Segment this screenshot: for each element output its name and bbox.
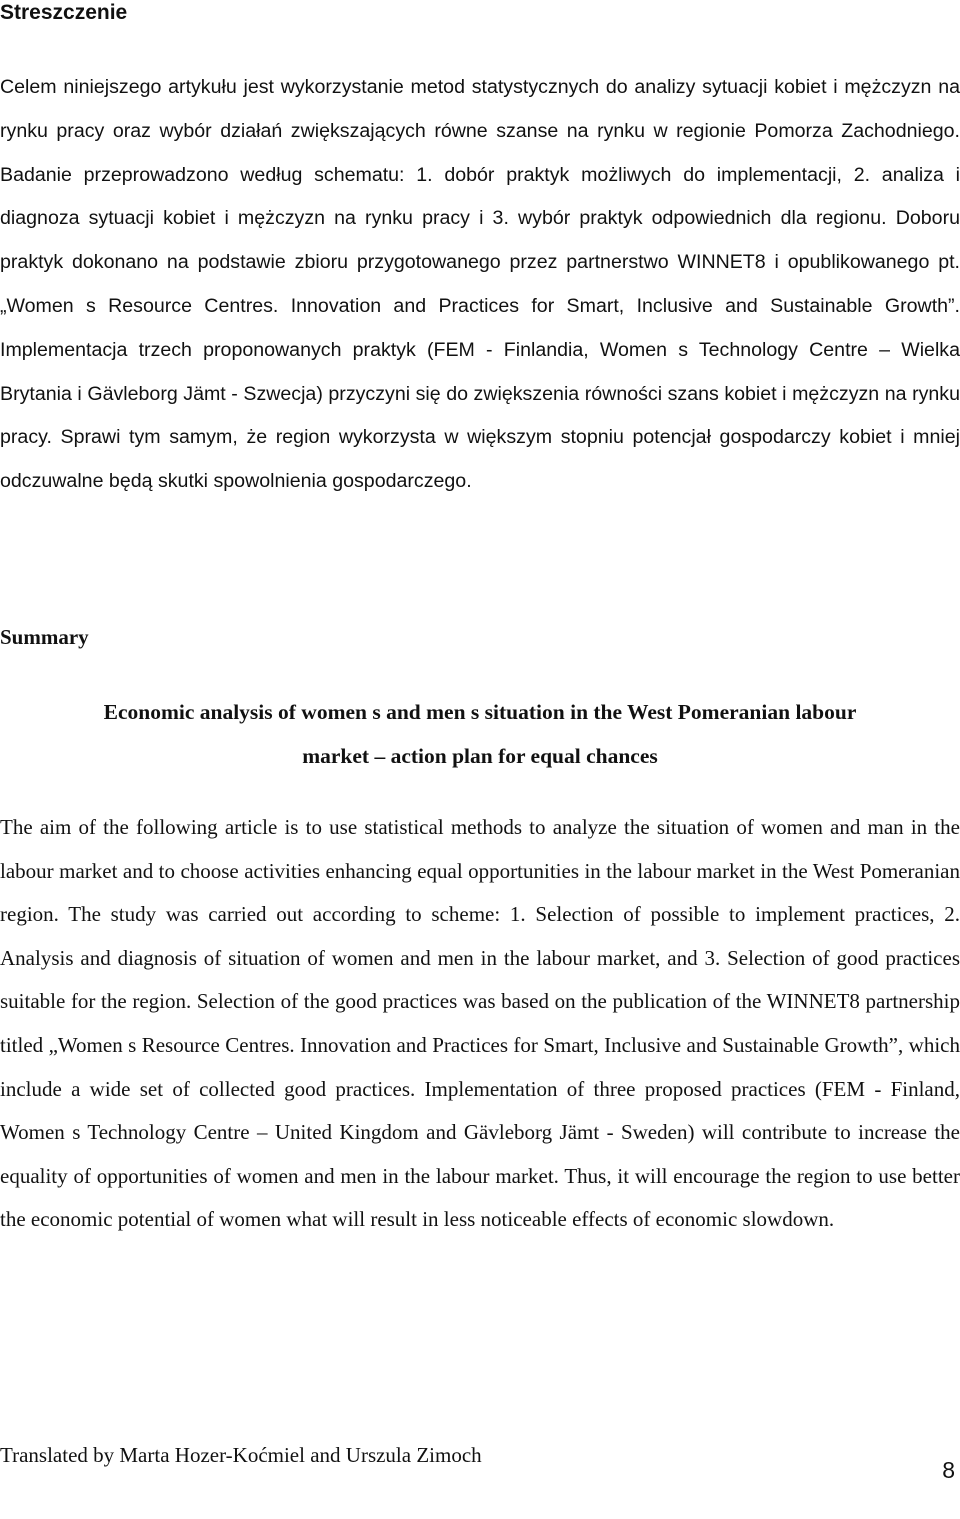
streszczenie-heading: Streszczenie: [0, 1, 128, 24]
polish-abstract-paragraph: Celem niniejszego artykułu jest wykorzystanie metod statystycznych do analizy sytuacji kobiet i mężczyzn na rynku pracy oraz wybór działań zwiększających równe szanse na rynku w regionie Pomorza Zachodniego. Badanie przeprowadzono według schematu: 1. dobór praktyk możliwych do implementacji, 2. analiza i diagnoza sytuacji kobiet i mężczyzn na rynku pracy i 3. wybór praktyk odpowiednich dla regionu. Doboru praktyk dokonano na podstawie zbioru przygotowanego przez partnerstwo WINNET8 i opublikowanego pt. „Women s Resource Centres. Innovation and Practices for Smart, Inclusive and Sustainable Growth”. Implementacja trzech proponowanych praktyk (FEM - Finlandia, Women s Technology Centre – Wielka Brytania i Gävleborg Jämt - Szwecja) przyczyni się do zwiększenia równości szans kobiet i mężczyzn na rynku pracy. Sprawi tym samym, że region wykorzysta w większym stopniu potencjał gospodarczy kobiet i mniej odczuwalne będą skutki spowolnienia gospodarczego.: [0, 76, 960, 493]
english-abstract-paragraph: The aim of the following article is to use statistical methods to analyze the situation of women and man in the labour market and to choose activities enhancing equal opportunities in the labour market in the West Pomeranian region. The study was carried out according to scheme: 1. Selection of possible to implement practices, 2. Analysis and diagnosis of situation of women and men in the labour market, and 3. Selection of good practices suitable for the region. Selection of the good practices was based on the publication of the WINNET8 partnership titled „Women s Resource Centres. Innovation and Practices for Smart, Inclusive and Sustainable Growth”, which include a wide set of collected good practices. Implementation of three proposed practices (FEM - Finland, Women s Technology Centre – United Kingdom and Gävleborg Jämt - Sweden) will contribute to increase the equality of opportunities of women and men in the labour market. Thus, it will encourage the region to use better the economic potential of women what will result in less noticeable effects of economic slowdown.: [0, 815, 960, 1232]
english-title: [0, 691, 960, 778]
summary-heading: Summary: [0, 625, 89, 649]
page-number: 8: [942, 1457, 955, 1483]
english-title-line-2: market – action plan for equal chances: [302, 743, 658, 768]
translator-note: Translated by Marta Hozer-Koćmiel and Urszula Zimoch: [0, 1443, 482, 1467]
english-title-line-1: Economic analysis of women s and men s situation in the West Pomeranian labour: [103, 700, 857, 724]
